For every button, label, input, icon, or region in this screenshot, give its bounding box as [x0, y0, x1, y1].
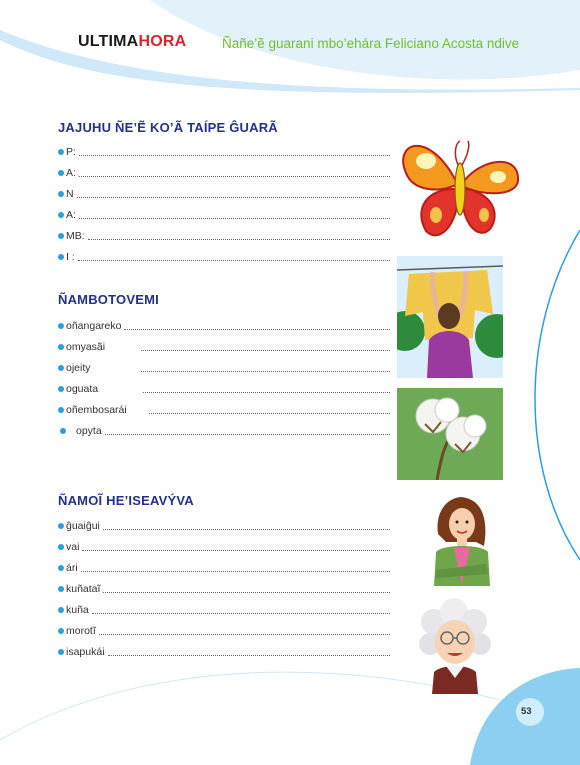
- cotton-plant-illustration: [397, 388, 503, 480]
- answer-line: [78, 260, 390, 261]
- answer-line: [82, 550, 390, 551]
- list-item: [58, 145, 390, 159]
- bullet-icon: [58, 649, 64, 655]
- item-label: ojeity: [66, 362, 91, 374]
- answer-line: [141, 350, 390, 351]
- item-label: vai: [66, 541, 80, 553]
- list-item: [58, 208, 390, 222]
- item-label: omyasãi: [66, 341, 106, 353]
- list-item: [58, 340, 390, 354]
- item-label: isapukái: [66, 646, 105, 658]
- bullet-icon: [58, 323, 64, 329]
- list-item: [58, 603, 390, 617]
- header-title: Ñañe’ẽ guarani mbo’ehára Feliciano Acosta ndive: [222, 36, 520, 51]
- logo-part-ultima: ULTIMA: [78, 33, 139, 50]
- list-item: [58, 582, 390, 596]
- item-label: kuñataĩ: [66, 583, 101, 595]
- answer-line: [108, 655, 390, 656]
- bullet-icon: [58, 170, 64, 176]
- list-item: [58, 250, 390, 264]
- bullet-icon: [58, 586, 64, 592]
- item-label: MB:: [66, 230, 85, 242]
- bullet-icon: [60, 428, 66, 434]
- list-item: [58, 561, 390, 575]
- list-item: [58, 229, 390, 243]
- answer-line: [79, 218, 390, 219]
- answer-line: [99, 634, 390, 635]
- item-label: kuña: [66, 604, 89, 616]
- bullet-icon: [58, 344, 64, 350]
- bullet-icon: [58, 386, 64, 392]
- section-title-3: ÑAMOĨ HE’ISEAVÝVA: [58, 493, 194, 508]
- woman-hanging-clothes-illustration: [397, 256, 503, 378]
- answer-line: [88, 239, 390, 240]
- answer-line: [79, 176, 390, 177]
- list-item: [58, 166, 390, 180]
- answer-line: [124, 329, 390, 330]
- list-item: [58, 382, 390, 396]
- list-item: [58, 319, 390, 333]
- bullet-icon: [58, 233, 64, 239]
- bullet-icon: [58, 565, 64, 571]
- answer-line: [79, 155, 390, 156]
- logo-part-hora: HORA: [138, 33, 187, 50]
- newspaper-logo: [78, 33, 186, 51]
- list-item: [58, 540, 390, 554]
- list-item: [58, 187, 390, 201]
- bullet-icon: [58, 523, 64, 529]
- item-label: P:: [66, 146, 76, 158]
- section-title-1: JAJUHU ÑE’Ẽ KO’Ã TAÍPE ĜUARÃ: [58, 120, 278, 135]
- butterfly-illustration: [398, 133, 522, 245]
- answer-line: [143, 392, 390, 393]
- bullet-icon: [58, 212, 64, 218]
- bullet-icon: [58, 365, 64, 371]
- list-item: [58, 645, 390, 659]
- bullet-icon: [58, 607, 64, 613]
- bullet-icon: [58, 407, 64, 413]
- item-label: morotĩ: [66, 625, 96, 637]
- item-label: oñangareko: [66, 320, 122, 332]
- answer-line: [92, 613, 390, 614]
- answer-line: [103, 592, 390, 593]
- young-woman-illustration: [426, 494, 496, 586]
- answer-line: [103, 529, 390, 530]
- bullet-icon: [58, 628, 64, 634]
- list-item: [60, 424, 390, 438]
- bullet-icon: [58, 191, 64, 197]
- item-label: A:: [66, 167, 76, 179]
- list-item: [58, 624, 390, 638]
- item-label: A:: [66, 209, 76, 221]
- list-item: [58, 403, 390, 417]
- item-label: ári: [66, 562, 78, 574]
- grandmother-illustration: [414, 598, 496, 694]
- item-label: opyta: [76, 425, 102, 437]
- section-title-2: ÑAMBOTOVEMI: [58, 292, 159, 307]
- item-label: ĝuaiĝui: [66, 520, 100, 532]
- item-label: N: [66, 188, 74, 200]
- bullet-icon: [58, 544, 64, 550]
- bullet-icon: [58, 254, 64, 260]
- answer-line: [141, 371, 390, 372]
- item-label: I :: [66, 251, 75, 263]
- item-label: oñembosarái: [66, 404, 127, 416]
- list-item: [58, 519, 390, 533]
- bullet-icon: [58, 149, 64, 155]
- item-label: oguata: [66, 383, 99, 395]
- answer-line: [149, 413, 390, 414]
- answer-line: [105, 434, 390, 435]
- answer-line: [77, 197, 390, 198]
- answer-line: [81, 571, 390, 572]
- page-number: 53: [521, 706, 532, 717]
- list-item: [58, 361, 390, 375]
